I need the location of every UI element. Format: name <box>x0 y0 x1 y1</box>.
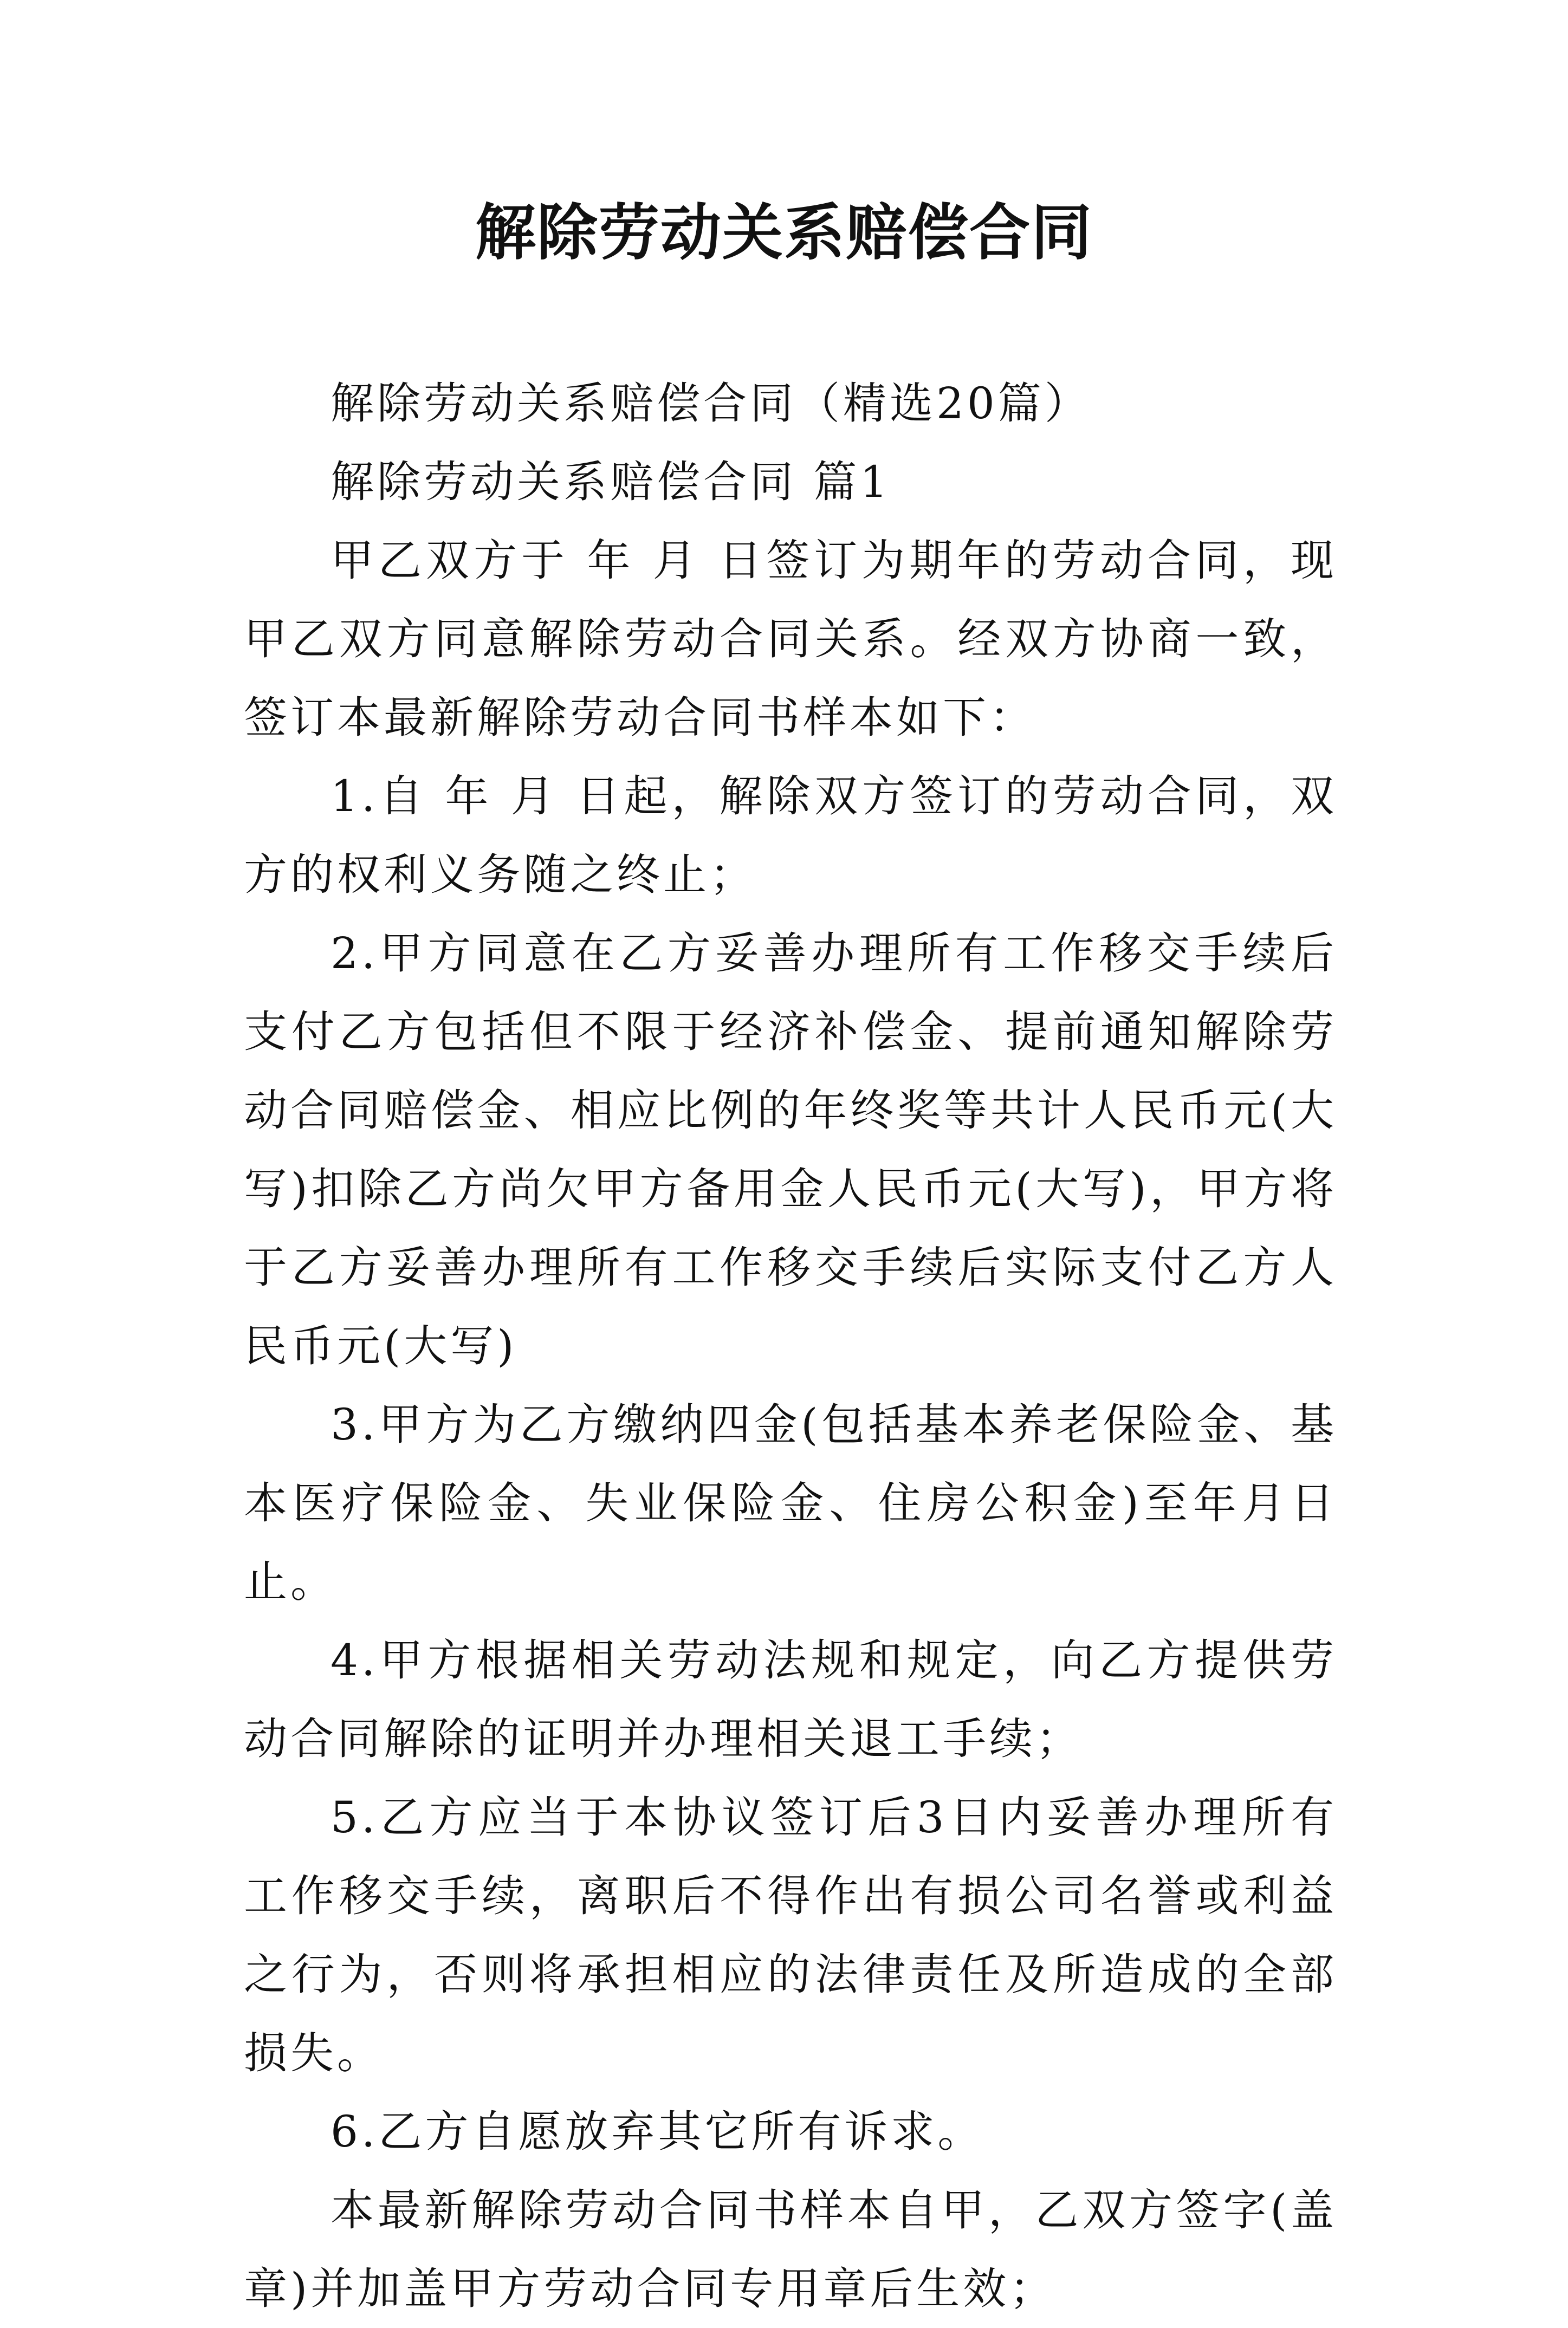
doc-heading-part-1: 解除劳动关系赔偿合同 篇1 <box>331 457 891 507</box>
clause-5: 5.乙方应当于本协议签订后3日内妥善办理所有工作移交手续，离职后不得作出有损公司名誉或利益之行为，否则将承担相应的法律责任及所造成的全部损失。 <box>244 1792 1337 2078</box>
doc-heading-selection: 解除劳动关系赔偿合同（精选20篇） <box>331 378 1091 429</box>
document-body <box>244 364 1337 2328</box>
clause-4: 4.甲方根据相关劳动法规和规定，向乙方提供劳动合同解除的证明并办理相关退工手续； <box>244 1635 1337 1764</box>
clause-6: 6.乙方自愿放弃其它所有诉求。 <box>331 2106 984 2157</box>
clause-1: 1.自 年 月 日起，解除双方签订的劳动合同，双方的权利义务随之终止； <box>244 771 1337 900</box>
document-title: 解除劳动关系赔偿合同 <box>475 197 1093 268</box>
clause-3: 3.甲方为乙方缴纳四金(包括基本养老保险金、基本医疗保险金、失业保险金、住房公积金)至年月日止。 <box>244 1399 1337 1607</box>
clause-2: 2.甲方同意在乙方妥善办理所有工作移交手续后支付乙方包括但不限于经济补偿金、提前通知解除劳动合同赔偿金、相应比例的年终奖等共计人民币元(大写)扣除乙方尚欠甲方备用金人民币元(大写)，甲方将于乙方妥善办理所有工作移交手续后实际支付乙方人民币元(大写) <box>244 928 1337 1371</box>
closing-paragraph: 本最新解除劳动合同书样本自甲，乙双方签字(盖章)并加盖甲方劳动合同专用章后生效； <box>244 2185 1337 2314</box>
intro-paragraph: 甲乙双方于 年 月 日签订为期年的劳动合同，现甲乙双方同意解除劳动合同关系。经双方协商一致，签订本最新解除劳动合同书样本如下： <box>244 535 1337 743</box>
